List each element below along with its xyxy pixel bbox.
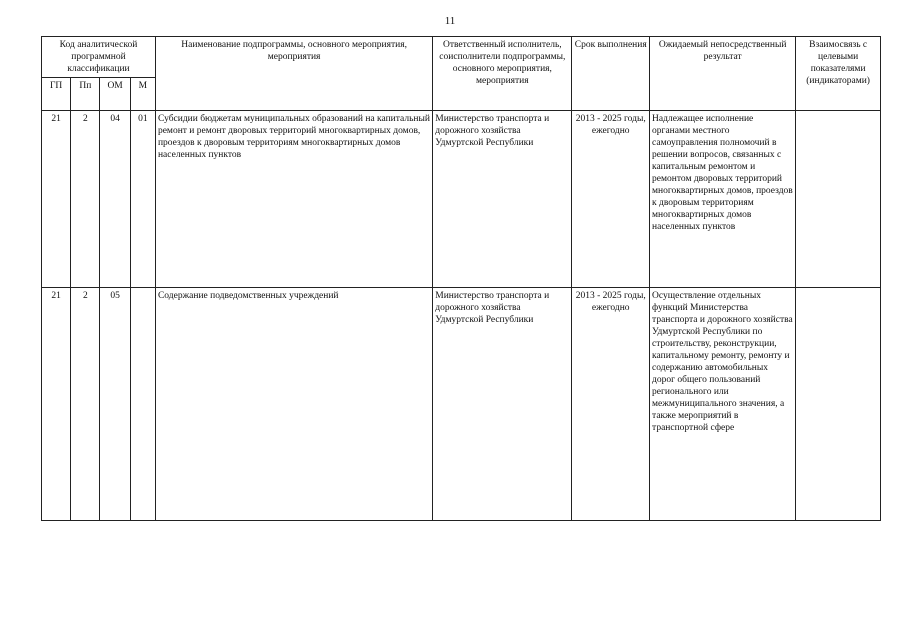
cell-term: 2013 - 2025 годы, ежегодно <box>572 111 650 288</box>
cell-link <box>796 288 881 521</box>
header-link: Взаимосвязь с целевыми показателями (индикаторами) <box>796 37 881 111</box>
cell-responsible: Министерство транспорта и дорожного хозяйства Удмуртской Республики <box>433 111 572 288</box>
cell-link <box>796 111 881 288</box>
header-col-gp: ГП <box>42 78 71 111</box>
header-col-om: ОМ <box>100 78 130 111</box>
header-responsible: Ответственный исполнитель, соисполнители подпрограммы, основного мероприятия, мероприятия <box>433 37 572 111</box>
cell-gp: 21 <box>42 288 71 521</box>
cell-pp: 2 <box>71 288 100 521</box>
header-term: Срок выполнения <box>572 37 650 111</box>
cell-responsible: Министерство транспорта и дорожного хозяйства Удмуртской Республики <box>433 288 572 521</box>
cell-om: 04 <box>100 111 130 288</box>
header-name: Наименование подпрограммы, основного мероприятия, мероприятия <box>155 37 432 111</box>
cell-m: 01 <box>130 111 155 288</box>
cell-om: 05 <box>100 288 130 521</box>
cell-name: Содержание подведомственных учреждений <box>155 288 432 521</box>
header-result: Ожидаемый непосредственный результат <box>650 37 796 111</box>
header-col-m: М <box>130 78 155 111</box>
cell-gp: 21 <box>42 111 71 288</box>
cell-term: 2013 - 2025 годы, ежегодно <box>572 288 650 521</box>
table-row <box>42 111 881 288</box>
header-code-group: Код аналитической программной классификации <box>42 37 156 78</box>
program-table <box>41 36 881 521</box>
cell-name: Субсидии бюджетам муниципальных образований на капитальный ремонт и ремонт дворовых территорий многоквартирных домов, проездов к дворовым территориям многоквартирных домов населенных пунктов <box>155 111 432 288</box>
table-row <box>42 288 881 521</box>
cell-result: Осуществление отдельных функций Министерства транспорта и дорожного хозяйства Удмуртской Республики по строительству, реконструкции, капитальному ремонту, ремонту и содержанию автомобильных дорог общего пользований регионального или межмуниципального значения, а также мероприятий в транспортной сфере <box>650 288 796 521</box>
cell-m <box>130 288 155 521</box>
page-number: 11 <box>444 15 456 27</box>
header-row <box>42 37 881 78</box>
cell-result: Надлежащее исполнение органами местного самоуправления полномочий в решении вопросов, связанных с капитальным ремонтом и ремонтом дворовых территорий многоквартирных домов, проездов к дворовым территориям многоквартирных домов населенных пунктов <box>650 111 796 288</box>
header-col-pp: Пп <box>71 78 100 111</box>
cell-pp: 2 <box>71 111 100 288</box>
